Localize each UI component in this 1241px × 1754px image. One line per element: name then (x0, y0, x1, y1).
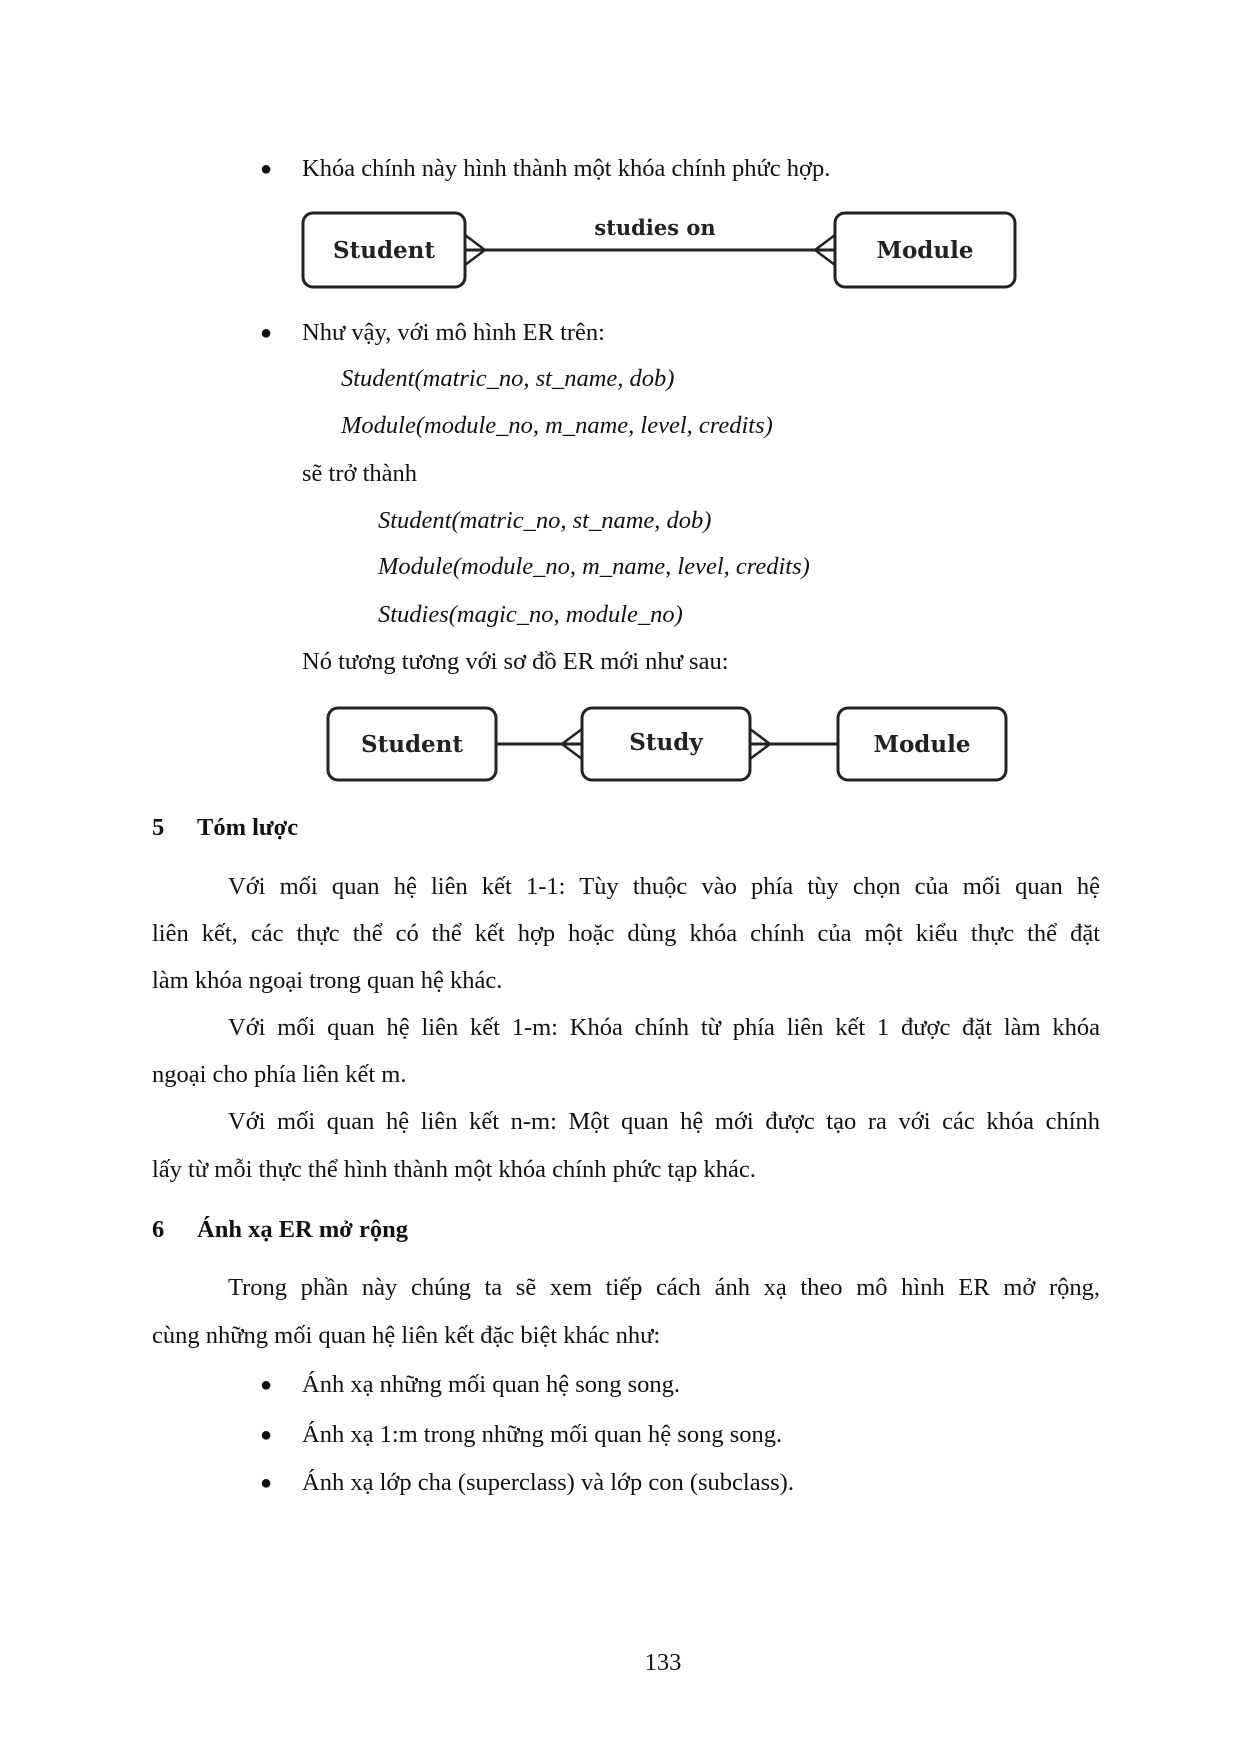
paragraph-line: cùng những mối quan hệ liên kết đặc biệt khác như: (152, 1322, 661, 1349)
er-diagram-studies-on (295, 205, 1025, 300)
bullet-icon: ● (260, 1374, 273, 1396)
bullet-icon: ● (260, 1424, 273, 1446)
schema-line: Studies(magic_no, module_no) (378, 601, 683, 628)
paragraph-line: Với mối quan hệ liên kết 1-1: Tùy thuộc vào phía tùy chọn của mối quan hệ (228, 873, 1100, 900)
page-number: 133 (644, 1649, 682, 1676)
text-line: sẽ trở thành (302, 460, 418, 487)
entity-student-label: Student (332, 237, 436, 264)
schema-line: Module(module_no, m_name, level, credits) (378, 553, 810, 580)
bullet-text: Khóa chính này hình thành một khóa chính phức hợp. (302, 155, 831, 182)
bullet-icon: ● (260, 322, 273, 344)
section-number: 6 (152, 1216, 165, 1243)
paragraph-line: ngoại cho phía liên kết m. (152, 1061, 407, 1088)
paragraph-line: Với mối quan hệ liên kết 1-m: Khóa chính từ phía liên kết 1 được đặt làm khóa (228, 1014, 1100, 1041)
paragraph-line: lấy từ mỗi thực thể hình thành một khóa chính phức tạp khác. (152, 1156, 756, 1183)
bullet-text: Ánh xạ những mối quan hệ song song. (302, 1371, 681, 1398)
section-title: Tóm lược (197, 814, 299, 841)
paragraph-line: Với mối quan hệ liên kết n-m: Một quan hệ mới được tạo ra với các khóa chính (228, 1108, 1100, 1135)
bullet-text: Ánh xạ lớp cha (superclass) và lớp con (subclass). (302, 1469, 794, 1496)
er-diagram-study (320, 700, 1020, 790)
bullet-icon: ● (260, 158, 273, 180)
entity-module-label: Module (873, 731, 971, 758)
section-number: 5 (152, 814, 165, 841)
schema-line: Module(module_no, m_name, level, credits) (341, 412, 773, 439)
entity-module-label: Module (876, 237, 974, 264)
section-title: Ánh xạ ER mở rộng (197, 1216, 408, 1243)
schema-line: Student(matric_no, st_name, dob) (378, 507, 712, 534)
paragraph-line: làm khóa ngoại trong quan hệ khác. (152, 967, 503, 994)
paragraph-line: Trong phần này chúng ta sẽ xem tiếp cách ánh xạ theo mô hình ER mở rộng, (228, 1274, 1100, 1301)
relationship-label: studies on (594, 215, 716, 240)
paragraph-line: liên kết, các thực thể có thể kết hợp hoặc dùng khóa chính của một kiểu thực thể đặt (152, 920, 1100, 947)
bullet-text: Ánh xạ 1:m trong những mối quan hệ song song. (302, 1421, 783, 1448)
entity-student-label: Student (360, 731, 464, 758)
bullet-text: Như vậy, với mô hình ER trên: (302, 319, 605, 346)
entity-study-label: Study (629, 729, 703, 756)
text-line: Nó tương tương với sơ đồ ER mới như sau: (302, 648, 729, 675)
bullet-icon: ● (260, 1472, 273, 1494)
schema-line: Student(matric_no, st_name, dob) (341, 365, 675, 392)
